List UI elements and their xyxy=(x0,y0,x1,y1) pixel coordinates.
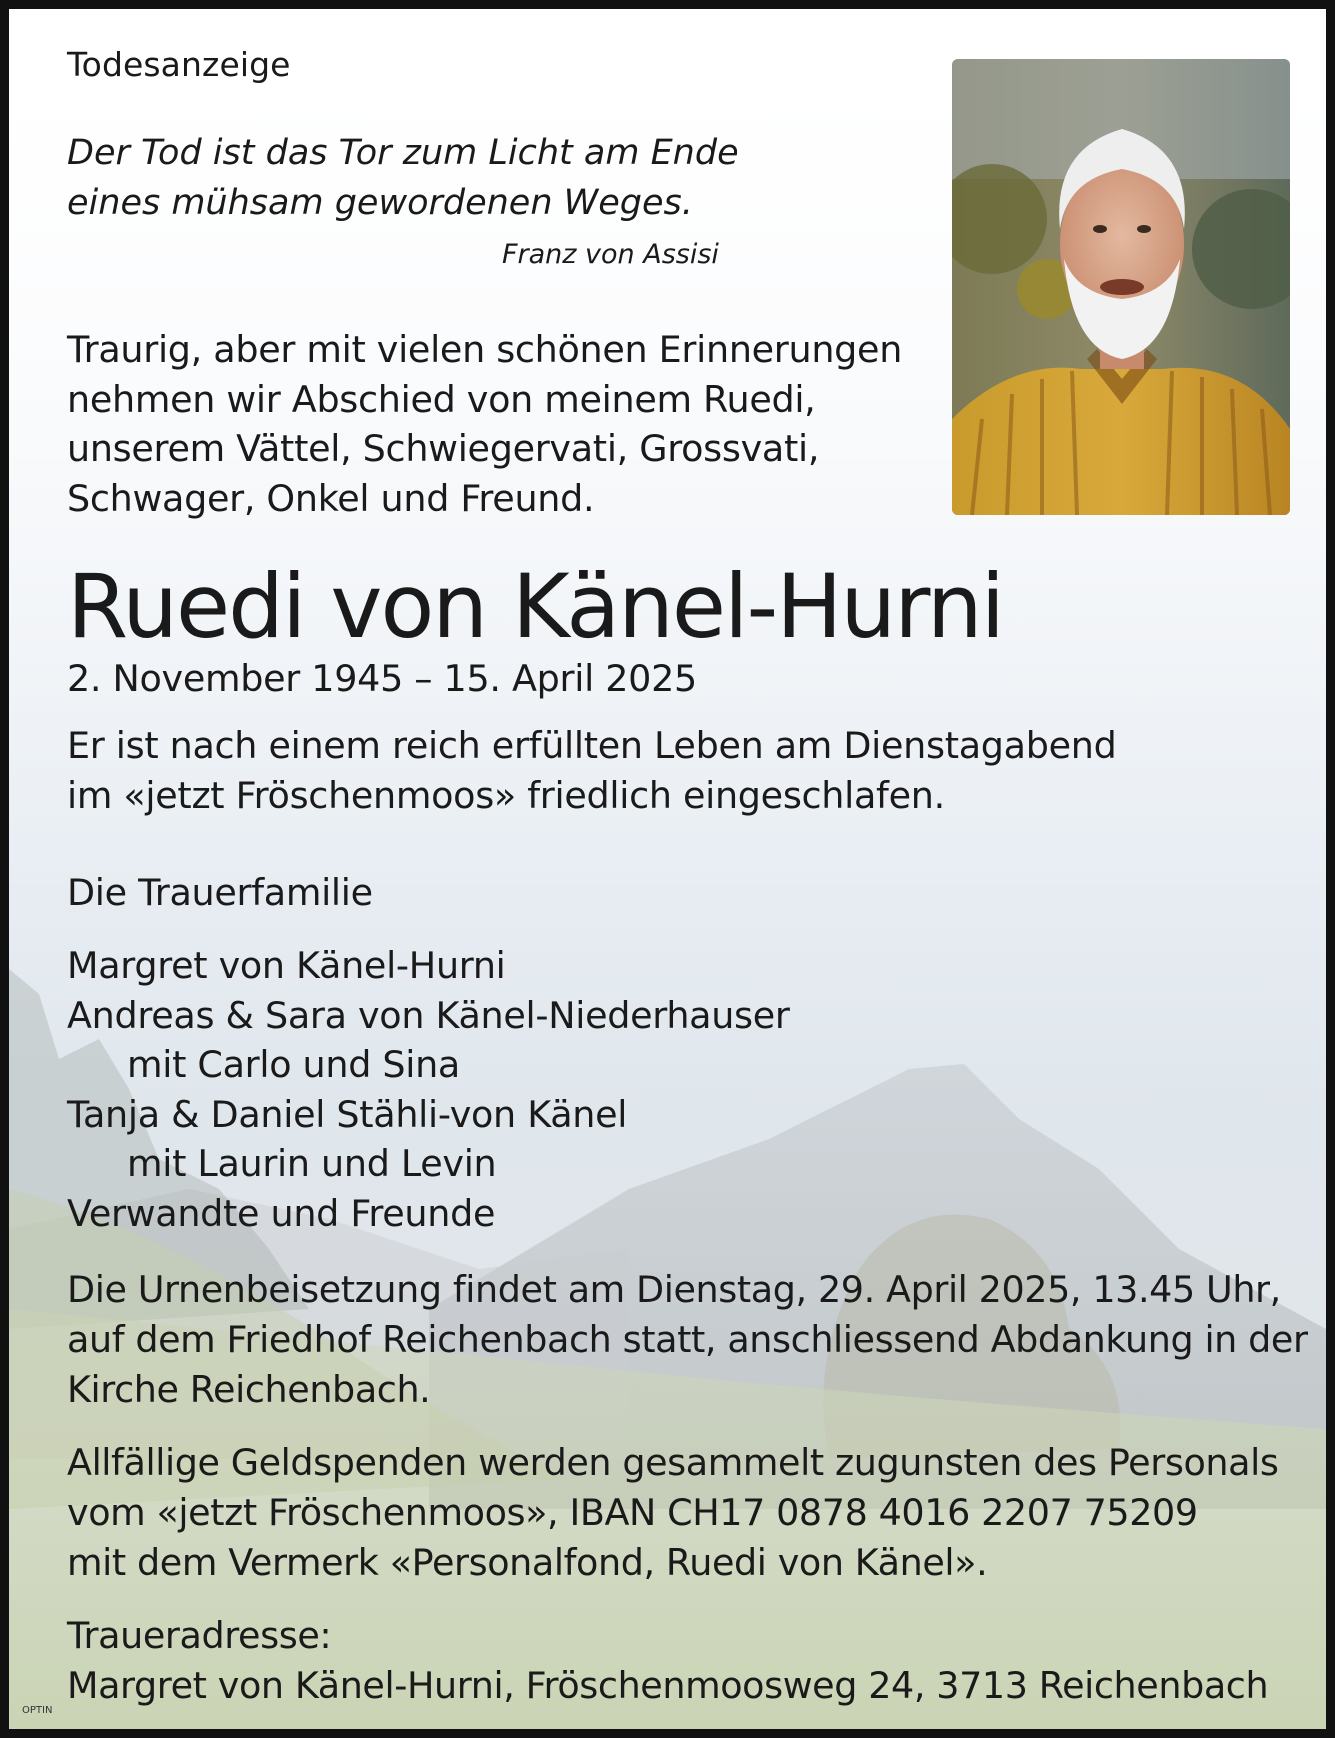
quote-author: Franz von Assisi xyxy=(502,239,719,270)
notice-heading: Todesanzeige xyxy=(67,45,291,84)
intro-text xyxy=(67,325,902,523)
ceremony-text xyxy=(67,1265,1308,1415)
intro-line: nehmen wir Abschied von meinem Ruedi, xyxy=(67,377,816,421)
family-heading: Die Trauerfamilie xyxy=(67,871,373,914)
quote-line: Der Tod ist das Tor zum Licht am Ende xyxy=(67,133,739,173)
donation-line: mit dem Vermerk «Personalfond, Ruedi von Känel». xyxy=(67,1541,988,1584)
address-line: Margret von Känel-Hurni, Fröschenmoosweg 24, 3713 Reichenbach xyxy=(67,1664,1269,1707)
family-member: Margret von Känel-Hurni xyxy=(67,944,506,987)
ceremony-line: Kirche Reichenbach. xyxy=(67,1368,431,1411)
portrait-illustration xyxy=(952,59,1290,515)
footer-mark: OPTIN xyxy=(22,1705,53,1716)
ceremony-line: Die Urnenbeisetzung findet am Dienstag, 29. April 2025, 13.45 Uhr, xyxy=(67,1268,1281,1311)
family-member: mit Carlo und Sina xyxy=(127,1043,460,1086)
donation-line: vom «jetzt Fröschenmoos», IBAN CH17 0878 4016 2207 75209 xyxy=(67,1491,1198,1534)
intro-line: Schwager, Onkel und Freund. xyxy=(67,476,595,520)
quote-line: eines mühsam gewordenen Weges. xyxy=(67,183,693,223)
address-label: Traueradresse: xyxy=(67,1614,332,1657)
life-dates: 2. November 1945 – 15. April 2025 xyxy=(67,657,697,700)
intro-line: Traurig, aber mit vielen schönen Erinnerungen xyxy=(67,328,903,371)
deceased-name: Ruedi von Känel-Hurni xyxy=(67,555,1004,658)
donation-text xyxy=(67,1438,1278,1588)
passing-line: im «jetzt Fröschenmoos» friedlich eingeschlafen. xyxy=(67,773,945,817)
quote-block xyxy=(67,128,739,228)
portrait-photo xyxy=(952,59,1290,515)
passing-line: Er ist nach einem reich erfüllten Leben am Dienstagabend xyxy=(67,724,1117,767)
ceremony-line: auf dem Friedhof Reichenbach statt, anschliessend Abdankung in der xyxy=(67,1318,1308,1361)
family-member: Tanja & Daniel Stähli-von Känel xyxy=(67,1092,628,1136)
family-member: mit Laurin und Levin xyxy=(127,1142,497,1185)
address-block xyxy=(67,1611,1268,1711)
donation-line: Allfällige Geldspenden werden gesammelt zugunsten des Personals xyxy=(67,1441,1279,1484)
passing-text xyxy=(67,721,1116,820)
family-member: Verwandte und Freunde xyxy=(67,1191,496,1235)
family-member: Andreas & Sara von Känel-Niederhauser xyxy=(67,993,790,1037)
family-list xyxy=(67,941,790,1238)
intro-line: unserem Vättel, Schwiegervati, Grossvati, xyxy=(67,427,820,470)
